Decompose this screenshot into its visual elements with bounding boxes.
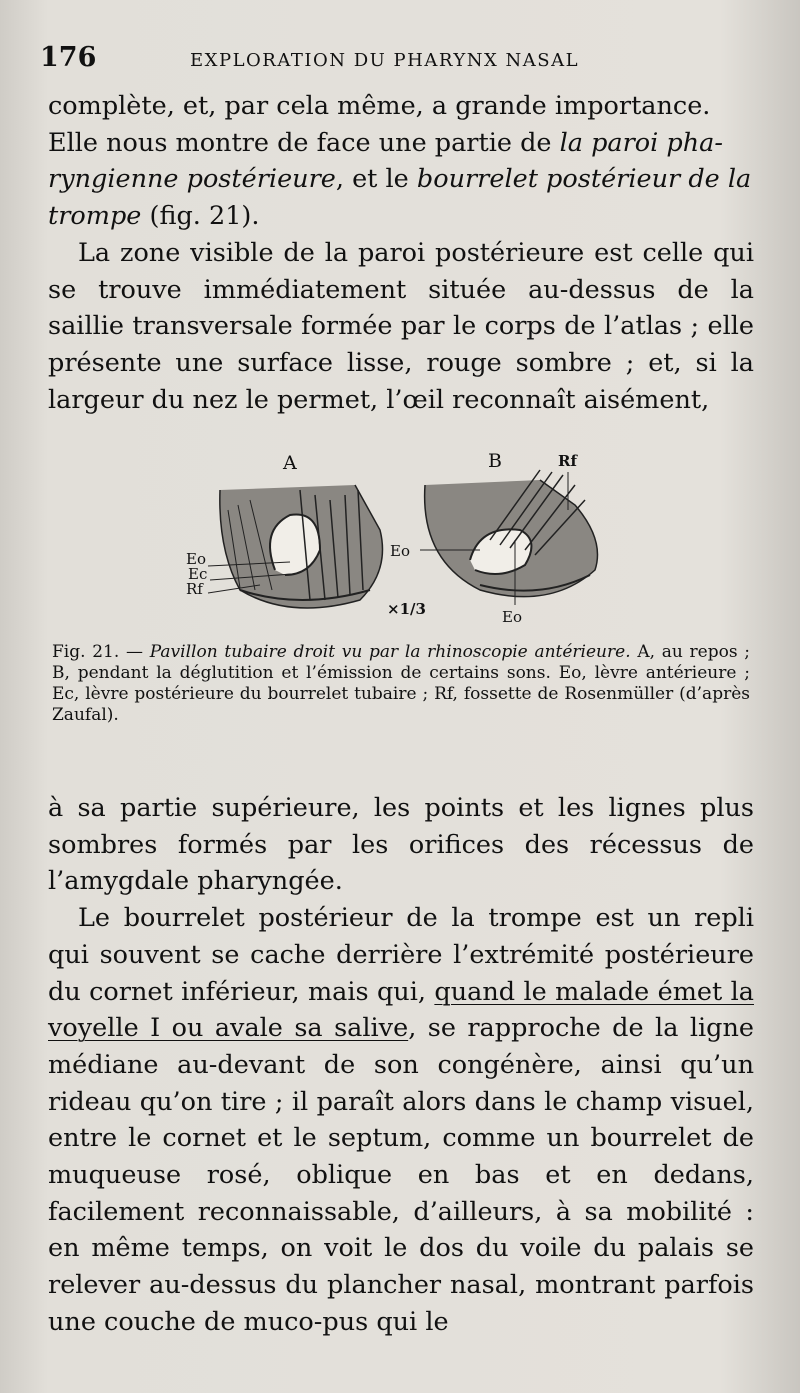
caption-number: Fig. 21. — <box>52 642 150 662</box>
label-eo-b-left: Eo <box>390 542 410 560</box>
label-eo-a: Eo <box>186 550 206 568</box>
label-eo-b-bottom: Eo <box>502 608 522 626</box>
paragraph-bourrelet: Le bourrelet postérieur de la trompe est un repli qui souvent se cache derrière l’extrémité postérieure du cornet inférieur, mais qui, quand le malade émet la voyelle I ou avale sa salive, se rapproche de la ligne médiane au-devant de son congénère, ainsi qu’un rideau qu’on tire ; il paraît alors dans le champ visuel, entre le cornet et le septum, comme un bourrelet de muqueuse rosé, oblique en bas et en dedans, facilement reconnaissable, d’ailleurs, à sa mobilité : en même temps, on voit le dos du voile du palais se relever au-dessus du plancher nasal, montrant parfois une couche de muco-pus qui le <box>48 903 754 1337</box>
text-line: Elle nous montre de face une partie de la paroi pha- <box>48 127 723 158</box>
label-b: B <box>488 450 502 472</box>
drawing-b <box>425 470 598 597</box>
label-rf-b: Rf <box>558 452 577 470</box>
caption-body: A, au repos ; B, pendant la déglutition et l’émission de certains sons. Eo, lèvre antérieure ; Ec, lèvre postérieure du bourrelet tubaire ; Rf, fossette de Rosenmüller (d’après Zaufal). <box>52 642 751 725</box>
running-title: EXPLORATION DU PHARYNX NASAL <box>190 50 580 71</box>
text-line: ryngienne postérieure, et le bourrelet postérieur de la <box>48 164 752 195</box>
label-a: A <box>283 452 297 474</box>
underlined-phrase: quand le malade émet la voyelle I ou avale sa salive <box>48 976 754 1044</box>
bottom-paragraphs <box>48 790 754 1341</box>
drawing-a <box>220 485 383 608</box>
scale-label: ×1/3 <box>387 600 426 618</box>
figure-21 <box>180 450 620 630</box>
caption-title: Pavillon tubaire droit vu par la rhinoscopie antérieure. <box>149 642 631 662</box>
paragraph-partie-superieure: à sa partie supérieure, les points et les lignes plus sombres formés par les orifices des récessus de l’amygdale pharyngée. <box>48 793 754 897</box>
top-paragraph <box>48 88 754 418</box>
text-line: complète, et, par cela même, a grande importance. <box>48 91 711 121</box>
label-ec-a: Ec <box>188 565 208 583</box>
figure-caption <box>52 642 750 726</box>
page-header <box>40 42 760 82</box>
paragraph-zone-visible: La zone visible de la paroi postérieure est celle qui se trouve immédiatement située au-dessus de la saillie transversale formée par le corps de l’atlas ; elle présente une surface lisse, rouge sombre ; et, si la largeur du nez le permet, l’œil reconnaît aisément, <box>48 237 754 415</box>
text-line: trompe (fig. 21). <box>48 201 260 232</box>
page-number: 176 <box>40 42 97 73</box>
label-rf-a: Rf <box>186 580 203 598</box>
